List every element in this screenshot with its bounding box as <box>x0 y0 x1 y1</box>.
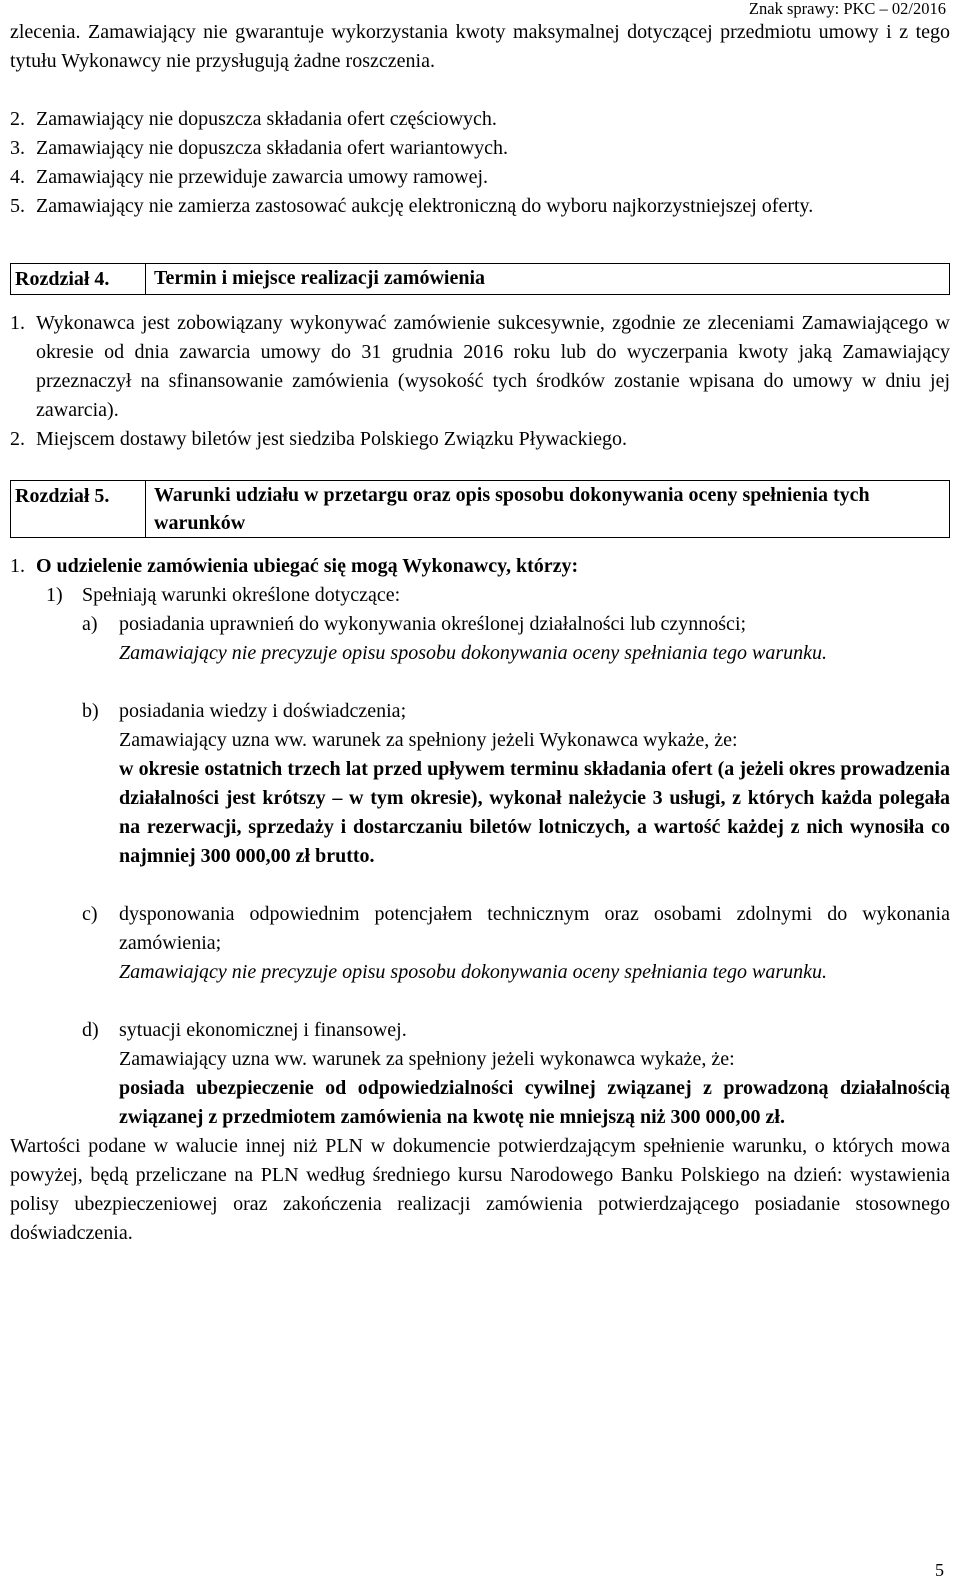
list-item <box>10 105 950 134</box>
closing-paragraph: Wartości podane w walucie innej niż PLN w dokumencie potwierdzającym spełnienie warunku, o których mowa powyżej, będą przeliczane na PLN według średniego kursu Narodowego Banku Polskiego na dzień: wystawienia polisy ubezpieczeniowej oraz zakończenia realizacji zamówienia potwierdzającego posiadanie stosownego doświadczenia. <box>10 1135 950 1244</box>
condition-a <box>10 610 950 668</box>
condition-key: d) <box>82 1019 99 1041</box>
chapter-4-list <box>10 309 950 454</box>
condition-requirement: w okresie ostatnich trzech lat przed upływem terminu składania ofert (a jeżeli okres prowadzenia działalności jest krótszy – w tym okresie), wykonał należycie 3 usługi, z których każda polegała na rezerwacji, sprzedaży i dostarczaniu biletów lotniczych, a wartość każdej z nich wynosiła co najmniej 300 000,00 zł brutto. <box>119 758 950 867</box>
chapter-5-heading <box>10 480 950 538</box>
sub-item-number: 1) <box>46 584 63 606</box>
condition-note: Zamawiający uzna ww. warunek za spełniony jeżeli Wykonawca wykaże, że: <box>119 729 738 751</box>
list-item-text: Zamawiający nie dopuszcza składania ofert częściowych. <box>36 108 497 130</box>
sub-item-text: Spełniają warunki określone dotyczące: <box>82 584 401 606</box>
condition-b <box>10 697 950 871</box>
chapter-title: Termin i miejsce realizacji zamówienia <box>154 267 486 289</box>
condition-d <box>10 1016 950 1132</box>
condition-note: Zamawiający nie precyzuje opisu sposobu dokonywania oceny spełniania tego warunku. <box>119 642 828 664</box>
condition-key: a) <box>82 613 98 635</box>
condition-note: Zamawiający nie precyzuje opisu sposobu dokonywania oceny spełniania tego warunku. <box>119 961 828 983</box>
document-body <box>10 18 950 1248</box>
list-item-text: Zamawiający nie przewiduje zawarcia umowy ramowej. <box>36 166 489 188</box>
list-item <box>10 192 950 221</box>
condition-requirement: posiada ubezpieczenie od odpowiedzialności cywilnej związanej z prowadzoną działalnością związanej z przedmiotem zamówienia na kwotę nie mniejszą niż 300 000,00 zł. <box>119 1077 950 1128</box>
condition-text: posiadania wiedzy i doświadczenia; <box>119 700 407 722</box>
list-item <box>10 134 950 163</box>
condition-note: Zamawiający uzna ww. warunek za spełniony jeżeli wykonawca wykaże, że: <box>119 1048 735 1070</box>
list-item-number: 1. <box>10 555 25 577</box>
page-number: 5 <box>935 1560 944 1580</box>
condition-key: c) <box>82 903 98 925</box>
chapter-number: Rozdział 4. <box>11 264 146 294</box>
list-item <box>10 309 950 425</box>
chapter-4-heading <box>10 263 950 295</box>
condition-text: dysponowania odpowiednim potencjałem technicznym oraz osobami zdolnymi do wykonania zamówienia; <box>119 903 950 954</box>
condition-key: b) <box>82 700 99 722</box>
list-item <box>10 425 950 454</box>
chapter-5-conditions <box>10 552 950 581</box>
sub-list-item <box>10 581 950 610</box>
list-item-text: O udzielenie zamówienia ubiegać się mogą Wykonawcy, którzy: <box>36 555 579 577</box>
condition-text: posiadania uprawnień do wykonywania określonej działalności lub czynności; <box>119 613 747 635</box>
intro-section <box>10 18 950 221</box>
list-item-number: 4. <box>10 166 25 188</box>
list-item-number: 2. <box>10 108 25 130</box>
list-item <box>10 552 950 581</box>
condition-text: sytuacji ekonomicznej i finansowej. <box>119 1019 407 1041</box>
intro-list <box>10 105 950 221</box>
list-item-text: Zamawiający nie zamierza zastosować aukcję elektroniczną do wyboru najkorzystniejszej oferty. <box>36 195 814 217</box>
list-item-text: Zamawiający nie dopuszcza składania ofert wariantowych. <box>36 137 509 159</box>
list-item-number: 2. <box>10 428 25 450</box>
condition-c <box>10 900 950 987</box>
chapter-number: Rozdział 5. <box>11 481 146 537</box>
list-item <box>10 163 950 192</box>
list-item-text: Miejscem dostawy biletów jest siedziba Polskiego Związku Pływackiego. <box>36 428 627 450</box>
case-reference: Znak sprawy: PKC – 02/2016 <box>748 0 946 18</box>
list-item-text: Wykonawca jest zobowiązany wykonywać zamówienie sukcesywnie, zgodnie ze zleceniami Zamawiającego w okresie od dnia zawarcia umowy do 31 grudnia 2016 roku lub do wyczerpania kwoty jaką Zamawiający przeznaczył na sfinansowanie zamówienia (wysokość tych środków zostanie wpisana do umowy w dniu jej zawarcia). <box>36 312 950 421</box>
list-item-number: 1. <box>10 312 25 334</box>
list-item-number: 3. <box>10 137 25 159</box>
list-item-number: 5. <box>10 195 25 217</box>
chapter-title: Warunki udziału w przetargu oraz opis sposobu dokonywania oceny spełnienia tych warunków <box>154 484 870 534</box>
continuation-paragraph: zlecenia. Zamawiający nie gwarantuje wykorzystania kwoty maksymalnej dotyczącej przedmiotu umowy i z tego tytułu Wykonawcy nie przysługują żadne roszczenia. <box>10 21 950 72</box>
